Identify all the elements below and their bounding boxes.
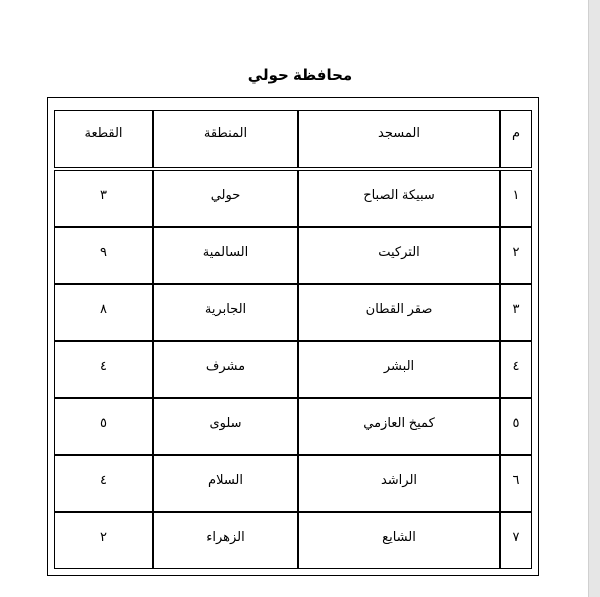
row-2-plot: ٩: [54, 227, 153, 284]
row-1-area: حولي: [153, 170, 298, 227]
row-7-plot: ٢: [54, 512, 153, 569]
row-7-num: ٧: [500, 512, 532, 569]
row-1-mosque: سبيكة الصباح: [298, 170, 500, 227]
row-4-area: مشرف: [153, 341, 298, 398]
header-plot: القطعة: [54, 110, 153, 168]
row-5-area: سلوى: [153, 398, 298, 455]
row-4-mosque: البشر: [298, 341, 500, 398]
row-5-mosque: كميخ العازمي: [298, 398, 500, 455]
page-edge: [588, 0, 600, 597]
row-2-area: السالمية: [153, 227, 298, 284]
header-mosque: المسجد: [298, 110, 500, 168]
header-area: المنطقة: [153, 110, 298, 168]
page-title: محافظة حولي: [247, 67, 353, 84]
row-3-area: الجابرية: [153, 284, 298, 341]
row-6-mosque: الراشد: [298, 455, 500, 512]
row-4-num: ٤: [500, 341, 532, 398]
row-6-num: ٦: [500, 455, 532, 512]
row-1-plot: ٣: [54, 170, 153, 227]
row-2-mosque: التركيت: [298, 227, 500, 284]
row-2-num: ٢: [500, 227, 532, 284]
row-4-plot: ٤: [54, 341, 153, 398]
row-6-area: السلام: [153, 455, 298, 512]
row-5-num: ٥: [500, 398, 532, 455]
row-3-plot: ٨: [54, 284, 153, 341]
header-num: م: [500, 110, 532, 168]
row-1-num: ١: [500, 170, 532, 227]
row-7-area: الزهراء: [153, 512, 298, 569]
row-7-mosque: الشايع: [298, 512, 500, 569]
row-3-num: ٣: [500, 284, 532, 341]
row-6-plot: ٤: [54, 455, 153, 512]
row-3-mosque: صقر القطان: [298, 284, 500, 341]
row-5-plot: ٥: [54, 398, 153, 455]
